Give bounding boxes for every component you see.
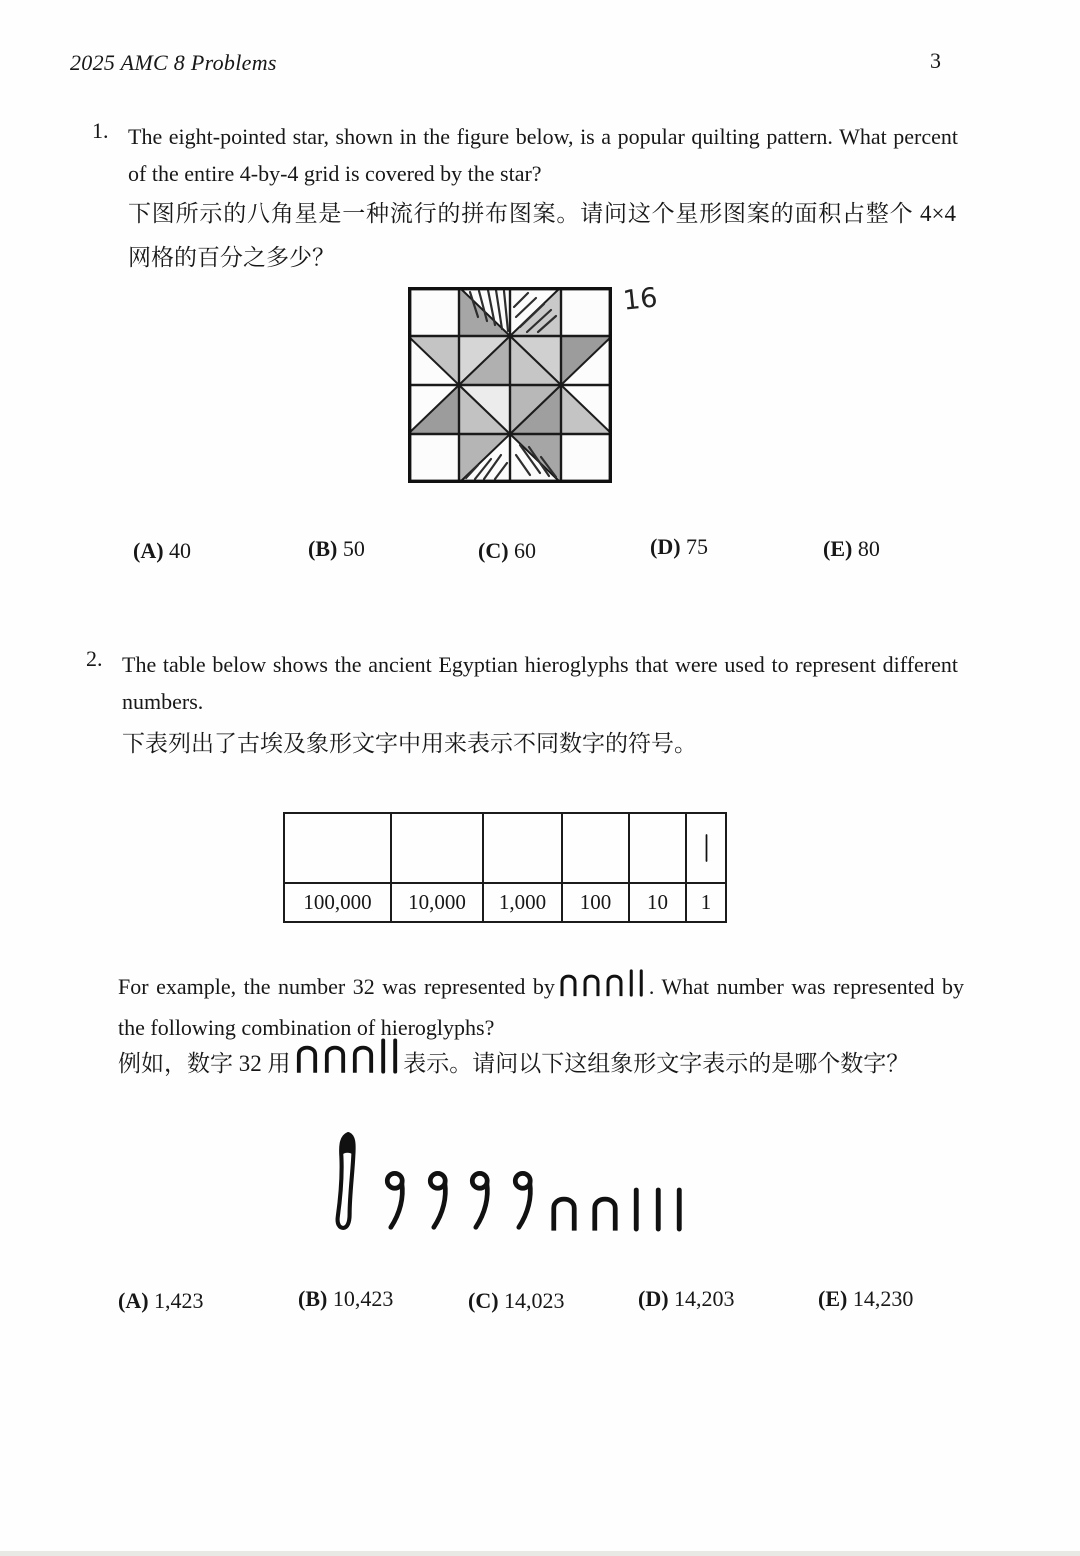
- table-col-10000: [390, 814, 482, 921]
- stroke-hieroglyph-icon: [674, 1187, 685, 1232]
- table-value: 1,000: [498, 890, 547, 914]
- table-col-100: [561, 814, 628, 921]
- problem-1-text-en: The eight-pointed star, shown in the figure below, is a popular quilting pattern. What percent of the entire 4-by-4 grid is covered by the star?: [128, 124, 958, 186]
- stroke-hieroglyph-icon: [653, 1187, 664, 1232]
- choice-2d: (D) 14,203: [638, 1286, 735, 1311]
- table-value: 1: [700, 890, 712, 914]
- choice-2b: (B) 10,423: [298, 1286, 394, 1311]
- heel-bone-hieroglyph-icon: [351, 1041, 375, 1074]
- hieroglyph-symbol-cell: [392, 814, 482, 884]
- hieroglyph-symbol-cell: [285, 814, 390, 884]
- example-hieroglyphs-icon: [559, 969, 645, 997]
- page-bottom-edge: [0, 1551, 1080, 1556]
- problem-2: [86, 646, 958, 720]
- table-value: 100: [579, 890, 612, 914]
- example-paragraph-en: For example, the number 32 was represented by . What number was represented by the following combination of hieroglyphs?: [118, 966, 964, 1048]
- example-paragraph-zh: 例如，数字 32 用 表示。请问以下这组象形文字表示的是哪个数字？: [118, 1038, 980, 1088]
- hieroglyph-symbol-cell: [484, 814, 561, 884]
- page-header-title: 2025 AMC 8 Problems: [70, 50, 277, 75]
- heel-bone-hieroglyph-icon: [590, 1191, 620, 1232]
- table-value: 100,000: [303, 890, 372, 914]
- problem-2-text-zh: 下表列出了古埃及象形文字中用来表示不同数字的符号。: [122, 731, 697, 756]
- choice-1a: (A) 40: [133, 538, 192, 563]
- heel-bone-hieroglyph-icon: [582, 971, 601, 997]
- table-value: 10,000: [408, 890, 466, 914]
- table-col-1000: [482, 814, 561, 921]
- table-col-100000: [285, 814, 390, 921]
- heel-bone-hieroglyph-icon: [323, 1041, 347, 1074]
- stroke-hieroglyph-icon: [379, 1038, 387, 1074]
- hieroglyph-combination-figure: [330, 1128, 685, 1232]
- choice-2a: (A) 1,423: [118, 1288, 204, 1313]
- problem-2-number: 2.: [86, 646, 103, 671]
- page-number: 3: [930, 48, 941, 73]
- problem-1: [92, 118, 958, 192]
- choice-2e: (E) 14,230: [818, 1286, 914, 1311]
- lotus-hieroglyph-icon: [464, 1169, 496, 1232]
- stroke-hieroglyph-icon: [687, 814, 725, 884]
- problem-1-text-zh: 下图所示的八角星是一种流行的拼布图案。请问这个星形图案的面积占整个 4×4 网格的百分之多少？: [128, 201, 956, 270]
- lotus-hieroglyph-icon: [422, 1169, 454, 1232]
- lotus-hieroglyph-icon: [507, 1169, 539, 1232]
- heel-bone-hieroglyph-icon: [295, 1041, 319, 1074]
- hieroglyph-symbol-cell: [630, 814, 685, 884]
- table-col-10: [628, 814, 685, 921]
- quilt-star-svg: [408, 287, 612, 483]
- handwritten-note: 16: [621, 282, 659, 317]
- choice-1c: (C) 60: [478, 538, 537, 563]
- example-hieroglyphs-icon: [295, 1038, 400, 1074]
- stroke-hieroglyph-icon: [628, 969, 635, 997]
- choice-1b: (B) 50: [308, 536, 365, 561]
- hieroglyph-table: [283, 812, 727, 923]
- hieroglyph-symbol-cell: [563, 814, 628, 884]
- table-col-1: [685, 814, 725, 921]
- stroke-hieroglyph-icon: [703, 833, 710, 863]
- lotus-hieroglyph-icon: [379, 1169, 411, 1232]
- choice-1e: (E) 80: [823, 536, 880, 561]
- problem-2-text-en: The table below shows the ancient Egyptian hieroglyphs that were used to represent different numbers.: [122, 652, 958, 714]
- heel-bone-hieroglyph-icon: [549, 1191, 579, 1232]
- stroke-hieroglyph-icon: [638, 969, 645, 997]
- choice-2c: (C) 14,023: [468, 1288, 565, 1313]
- heel-bone-hieroglyph-icon: [559, 971, 578, 997]
- problem-1-number: 1.: [92, 118, 109, 143]
- heel-bone-hieroglyph-icon: [605, 971, 624, 997]
- stroke-hieroglyph-icon: [391, 1038, 399, 1074]
- stroke-hieroglyph-icon: [631, 1187, 642, 1232]
- finger-hieroglyph-icon: [330, 1129, 361, 1232]
- quilt-star-figure: [408, 287, 612, 483]
- table-value: 10: [647, 890, 668, 914]
- choice-1d: (D) 75: [650, 534, 709, 559]
